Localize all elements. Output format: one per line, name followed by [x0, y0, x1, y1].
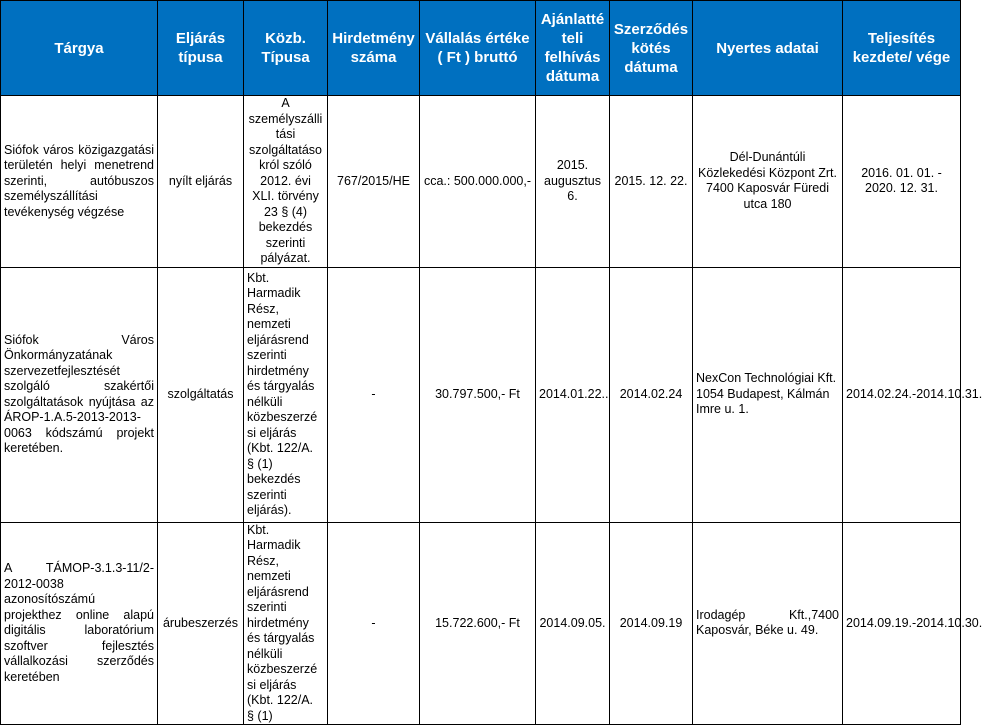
header-call-date: Ajánlatté teli felhívás dátuma — [536, 1, 610, 96]
header-procedure-type: Eljárás típusa — [158, 1, 244, 96]
table-row — [1, 267, 961, 522]
row-subject: Siófok város közigazgatási területén helyi menetrend szerinti, autóbuszos személyszállítási tevékenység végzése — [1, 96, 158, 268]
header-row — [1, 1, 961, 96]
row-period: 2014.09.19.-2014.10.30. — [843, 522, 961, 725]
row-value: cca.: 500.000.000,- — [420, 96, 536, 268]
table-row — [1, 96, 961, 268]
header-contract-date: Szerződés kötés dátuma — [610, 1, 693, 96]
row-contract-date: 2015. 12. 22. — [610, 96, 693, 268]
row-notice: - — [328, 522, 420, 725]
row-call-date: 2015. augusztus 6. — [536, 96, 610, 268]
row-period: 2016. 01. 01. - 2020. 12. 31. — [843, 96, 961, 268]
row-contract-date: 2014.02.24 — [610, 267, 693, 522]
header-value: Vállalás értéke ( Ft ) bruttó — [420, 1, 536, 96]
row-notice: 767/2015/HE — [328, 96, 420, 268]
row-value: 30.797.500,- Ft — [420, 267, 536, 522]
row-type: A személyszálli tási szolgáltatáso król szóló 2012. évi XLI. törvény 23 § (4) bekezdés szerinti pályázat. — [244, 96, 328, 268]
row-call-date: 2014.09.05. — [536, 522, 610, 725]
header-procurement-type: Közb. Típusa — [244, 1, 328, 96]
header-subject: Tárgya — [1, 1, 158, 96]
row-procedure: nyílt eljárás — [158, 96, 244, 268]
header-period: Teljesítés kezdete/ vége — [843, 1, 961, 96]
row-period: 2014.02.24.-2014.10.31. — [843, 267, 961, 522]
row-subject: Siófok Város Önkormányzatának szervezetfejlesztését szolgáló szakértői szolgáltatások nyújtása az ÁROP-1.A.5-2013-2013-0063 kódszámú projekt keretében. — [1, 267, 158, 522]
table-row — [1, 522, 961, 725]
row-notice: - — [328, 267, 420, 522]
header-notice-number: Hirdetmény száma — [328, 1, 420, 96]
row-subject: A TÁMOP-3.1.3-11/2-2012-0038 azonosítószámú projekthez online alapú digitális laboratórium szoftver fejlesztés vállalkozási szerződés keretében — [1, 522, 158, 725]
row-winner: Irodagép Kft.,7400 Kaposvár, Béke u. 49. — [693, 522, 843, 725]
header-winner: Nyertes adatai — [693, 1, 843, 96]
row-type: Kbt. Harmadik Rész, nemzeti eljárásrend szerinti hirdetmény és tárgyalás nélküli közbeszerzé si eljárás (Kbt. 122/A. § (1) — [244, 522, 328, 725]
row-contract-date: 2014.09.19 — [610, 522, 693, 725]
row-procedure: árubeszerzés — [158, 522, 244, 725]
row-value: 15.722.600,- Ft — [420, 522, 536, 725]
row-call-date: 2014.01.22.. — [536, 267, 610, 522]
row-winner: Dél-Dunántúli Közlekedési Központ Zrt. 7400 Kaposvár Füredi utca 180 — [693, 96, 843, 268]
row-procedure: szolgáltatás — [158, 267, 244, 522]
row-type: Kbt. Harmadik Rész, nemzeti eljárásrend szerinti hirdetmény és tárgyalás nélküli közbeszerzé si eljárás (Kbt. 122/A. § (1) bekezdés szerinti eljárás). — [244, 267, 328, 522]
row-winner: NexCon Technológiai Kft. 1054 Budapest, Kálmán Imre u. 1. — [693, 267, 843, 522]
